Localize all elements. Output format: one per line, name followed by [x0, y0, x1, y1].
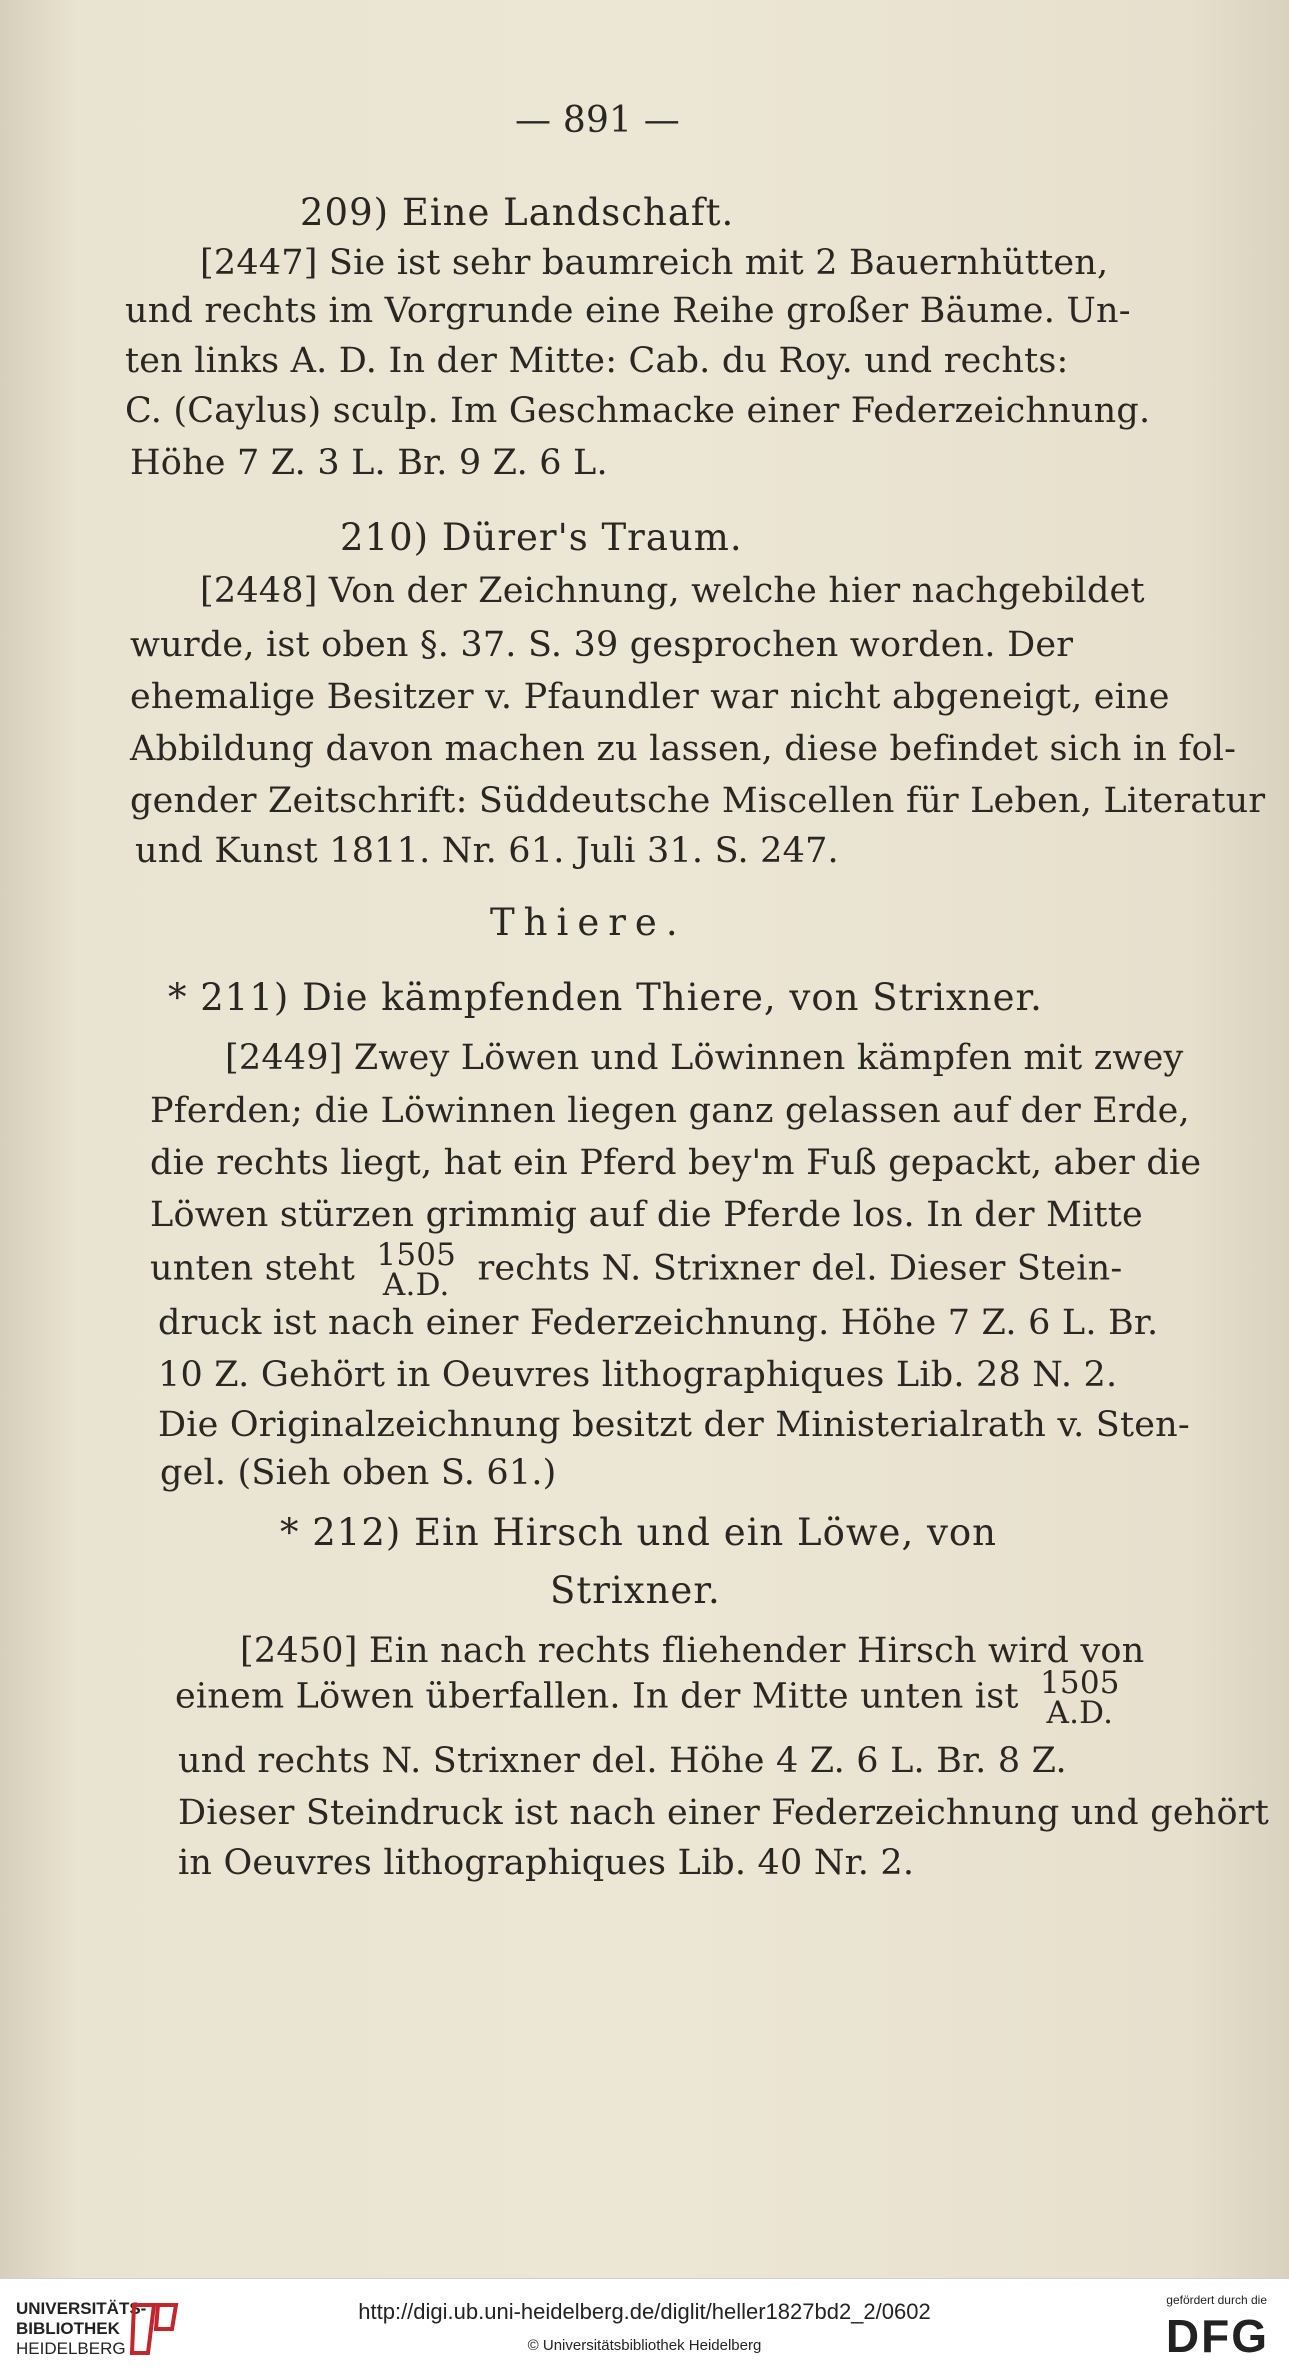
entry-212-line-with-date — [175, 1665, 1130, 1731]
entry-211-heading: * 211) Die kämpfenden Thiere, von Strixner. — [168, 976, 1043, 1019]
entry-212-line: in Oeuvres lithographiques Lib. 40 Nr. 2. — [178, 1843, 915, 1883]
date-era: A.D. — [1046, 1695, 1114, 1731]
entry-211-line: Die Originalzeichnung besitzt der Ministerialrath v. Sten- — [158, 1405, 1190, 1445]
entry-210-line: [2448] Von der Zeichnung, welche hier nachgebildet — [200, 571, 1145, 611]
entry-209-line: und rechts im Vorgrunde eine Reihe großer Bäume. Un- — [125, 291, 1131, 331]
entry-210-line: ehemalige Besitzer v. Pfaundler war nicht abgeneigt, eine — [130, 677, 1170, 717]
entry-209-line: C. (Caylus) sculp. Im Geschmacke einer Federzeichnung. — [125, 391, 1151, 431]
date-fraction — [1039, 1665, 1120, 1731]
footer-bar — [0, 2278, 1289, 2376]
entry-212-line: [2450] Ein nach rechts fliehender Hirsch wird von — [240, 1631, 1145, 1671]
entry-210-line: gender Zeitschrift: Süddeutsche Miscellen für Leben, Literatur — [130, 781, 1266, 821]
entry-212-line: und rechts N. Strixner del. Höhe 4 Z. 6 L. Br. 8 Z. — [178, 1741, 1067, 1781]
entry-211-line: Pferden; die Löwinnen liegen ganz gelassen auf der Erde, — [150, 1091, 1190, 1131]
entry-209-line: Höhe 7 Z. 3 L. Br. 9 Z. 6 L. — [130, 443, 608, 483]
entry-210-heading: 210) Dürer's Traum. — [340, 516, 743, 559]
date-year: 1505 — [1039, 1665, 1120, 1701]
logo-line: UNIVERSITÄTS- — [16, 2299, 147, 2318]
section-heading: Thiere. — [490, 901, 687, 944]
entry-211-line: gel. (Sieh oben S. 61.) — [160, 1453, 557, 1493]
entry-211-text: unten steht — [150, 1248, 356, 1289]
copyright-text: © Universitätsbibliothek Heidelberg — [527, 2337, 762, 2354]
entry-211-line: [2449] Zwey Löwen und Löwinnen kämpfen mit zwey — [225, 1038, 1184, 1078]
dfg-logo: DFG — [1165, 2310, 1269, 2362]
entry-211-line-with-date — [150, 1237, 1123, 1303]
entry-210-line: wurde, ist oben §. 37. S. 39 gesprochen worden. Der — [130, 625, 1074, 665]
funding-label: gefördert durch die — [1166, 2293, 1267, 2307]
entry-211-line: die rechts liegt, hat ein Pferd bey'm Fuß gepackt, aber die — [150, 1143, 1202, 1183]
entry-211-line: 10 Z. Gehört in Oeuvres lithographiques Lib. 28 N. 2. — [158, 1355, 1118, 1395]
logo-line: BIBLIOTHEK — [16, 2319, 120, 2338]
entry-209-line: [2447] Sie ist sehr baumreich mit 2 Bauernhütten, — [200, 243, 1109, 283]
date-fraction — [376, 1237, 457, 1303]
logo-line: HEIDELBERG — [16, 2339, 126, 2358]
entry-211-text: rechts N. Strixner del. Dieser Stein- — [477, 1248, 1123, 1289]
entry-211-line: druck ist nach einer Federzeichnung. Höhe 7 Z. 6 L. Br. — [158, 1303, 1159, 1343]
permalink-url[interactable]: http://digi.ub.uni-heidelberg.de/diglit/heller1827bd2_2/0602 — [358, 2299, 931, 2324]
page-number: — 891 — — [515, 100, 680, 141]
entry-210-line: und Kunst 1811. Nr. 61. Juli 31. S. 247. — [135, 831, 839, 871]
entry-211-line: Löwen stürzen grimmig auf die Pferde los. In der Mitte — [150, 1195, 1143, 1235]
entry-209-line: ten links A. D. In der Mitte: Cab. du Roy. und rechts: — [125, 341, 1069, 381]
date-year: 1505 — [376, 1237, 457, 1273]
entry-210-line: Abbildung davon machen zu lassen, diese befindet sich in fol- — [130, 729, 1237, 769]
entry-212-heading-cont: Strixner. — [550, 1569, 721, 1612]
entry-212-heading: * 212) Ein Hirsch und ein Löwe, von — [280, 1511, 997, 1554]
date-era: A.D. — [382, 1267, 450, 1303]
entry-212-text: einem Löwen überfallen. In der Mitte unten ist — [175, 1676, 1019, 1717]
entry-209-heading: 209) Eine Landschaft. — [300, 191, 735, 234]
entry-212-line: Dieser Steindruck ist nach einer Federzeichnung und gehört — [178, 1793, 1269, 1833]
